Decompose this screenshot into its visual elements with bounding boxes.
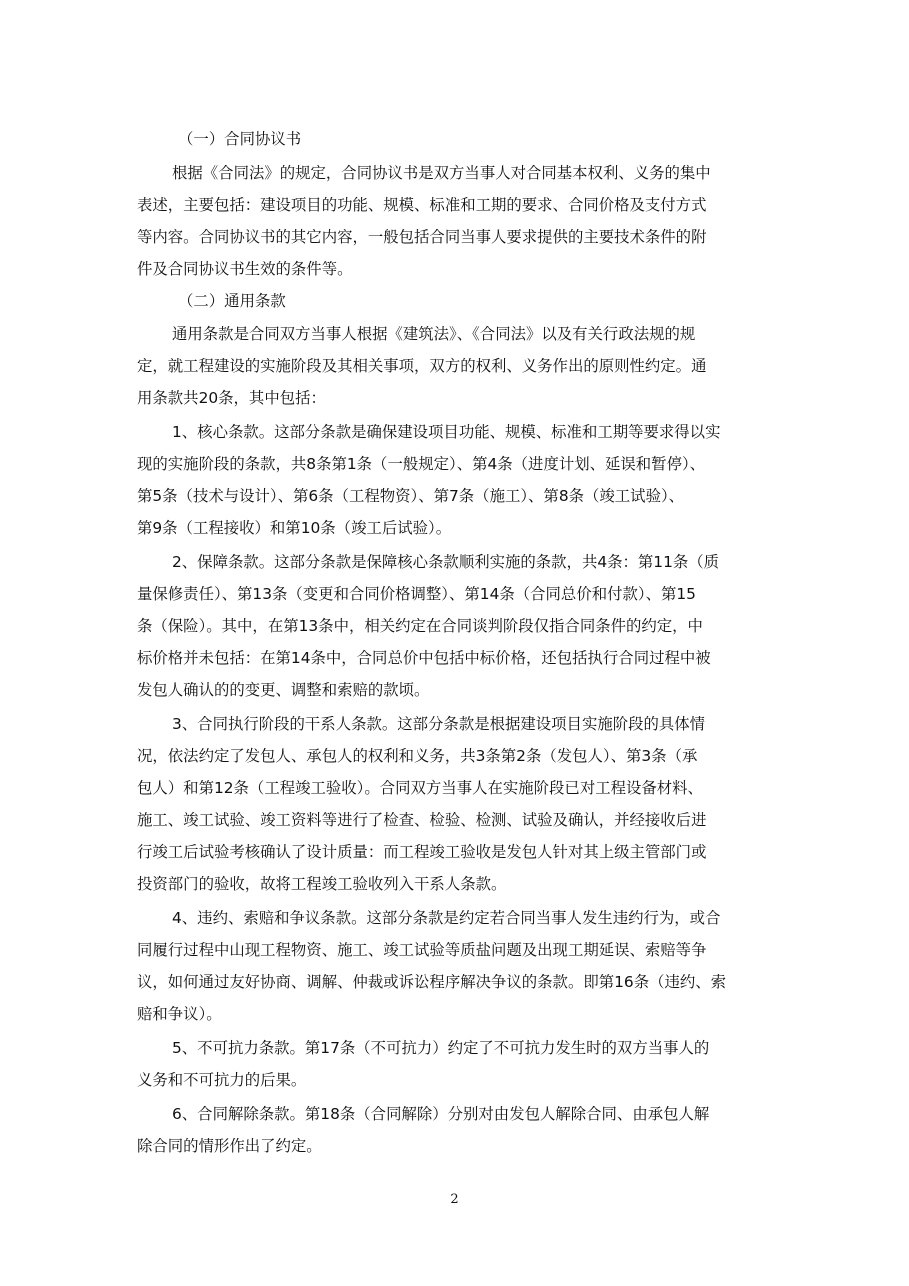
paragraph-line: 条（保险）。其中，在第13条中，相关约定在合同谈判阶段仅指合同条件的约定，中 <box>137 617 703 635</box>
paragraph-line: 等内容。合同协议书的其它内容，一般包括合同当事人要求提供的主要技术条件的附 <box>137 228 707 246</box>
paragraph-line: 赔和争议）。 <box>137 1005 222 1023</box>
paragraph-line: 件及合同协议书生效的条件等。 <box>137 260 353 278</box>
heading-general-terms: （二）通用条款 <box>178 292 286 310</box>
paragraph-line: 第5条（技术与设计）、第6条（工程物资）、第7条（施工）、第8条（竣工试验）、 <box>137 487 685 505</box>
paragraph-line: 4、违约、索赔和争议条款。这部分条款是约定若合同当事人发生违约行为，或合 <box>172 909 721 927</box>
paragraph-line: 包人）和第12条（工程竣工验收）。合同双方当事人在实施阶段已对工程设备材料、 <box>137 779 703 797</box>
paragraph-line: 除合同的情形作出了约定。 <box>137 1137 322 1155</box>
paragraph-line: 2、保障条款。这部分条款是保障核心条款顺利实施的条款，共4条：第11条（质 <box>172 553 720 571</box>
paragraph-line: 施工、竣工试验、竣工资料等进行了检查、检验、检测、试验及确认，并经接收后进 <box>137 811 707 829</box>
paragraph-line: 议，如何通过友好协商、调解、仲裁或诉讼程序解决争议的条款。即第16条（违约、索 <box>137 973 727 991</box>
paragraph-line: 同履行过程中山现工程物资、施工、竣工试验等质盐问题及出现工期延误、索赔等争 <box>137 941 707 959</box>
paragraph-line: 行竣工后试验考核确认了设计质量：而工程竣工验收是发包人针对其上级主管部门或 <box>137 843 707 861</box>
paragraph-line: 发包人确认的的变更、调整和索赔的款顷。 <box>137 681 430 699</box>
paragraph-line: 况，依法约定了发包人、承包人的权利和义务，共3条第2条（发包人）、第3条（承 <box>137 747 698 765</box>
paragraph-line: 定，就工程建设的实施阶段及其相关事项，双方的权利、义务作出的原则性约定。通 <box>137 357 707 375</box>
paragraph-line: 5、不可抗力条款。第17条（不可抗力）约定了不可抗力发生时的双方当事人的 <box>172 1039 710 1057</box>
page-number: 2 <box>450 1192 459 1207</box>
paragraph-line: 现的实施阶段的条款，共8条第1条（一般规定）、第4条（进度计划、延误和暂停）、 <box>137 455 706 473</box>
paragraph-line: 标价格并未包括：在第14条中，合同总价中包括中标价格，还包括执行合同过程中被 <box>137 649 711 667</box>
paragraph-line: 义务和不可抗力的后果。 <box>137 1071 307 1089</box>
paragraph-line: 投资部门的验收，故将工程竣工验收列入干系人条款。 <box>137 875 507 893</box>
heading-contract-agreement: （一）合同协议书 <box>178 130 302 148</box>
paragraph-line: 第9条（工程接收）和第10条（竣工后试验）。 <box>137 519 452 537</box>
paragraph-line: 用条款共20条，其中包括： <box>137 389 326 407</box>
paragraph-line: 通用条款是合同双方当事人根据《建筑法》、《合同法》以及有关行政法规的规 <box>172 325 696 343</box>
paragraph-line: 量保修责任）、第13条（变更和合同价格调整）、第14条（合同总价和付款）、第15 <box>137 585 696 603</box>
paragraph-line: 3、合同执行阶段的干系人条款。这部分条款是根据建设项目实施阶段的具体情 <box>172 715 706 733</box>
paragraph-line: 1、核心条款。这部分条款是确保建设项目功能、规模、标准和工期等要求得以实 <box>172 423 721 441</box>
paragraph-line: 6、合同解除条款。第18条（合同解除）分别对由发包人解除合同、由承包人解 <box>172 1105 710 1123</box>
paragraph-line: 表述，主要包括：建设项目的功能、规模、标准和工期的要求、合同价格及支付方式 <box>137 196 707 214</box>
paragraph-line: 根据《合同法》的规定，合同协议书是双方当事人对合同基本权利、义务的集中 <box>172 164 711 182</box>
